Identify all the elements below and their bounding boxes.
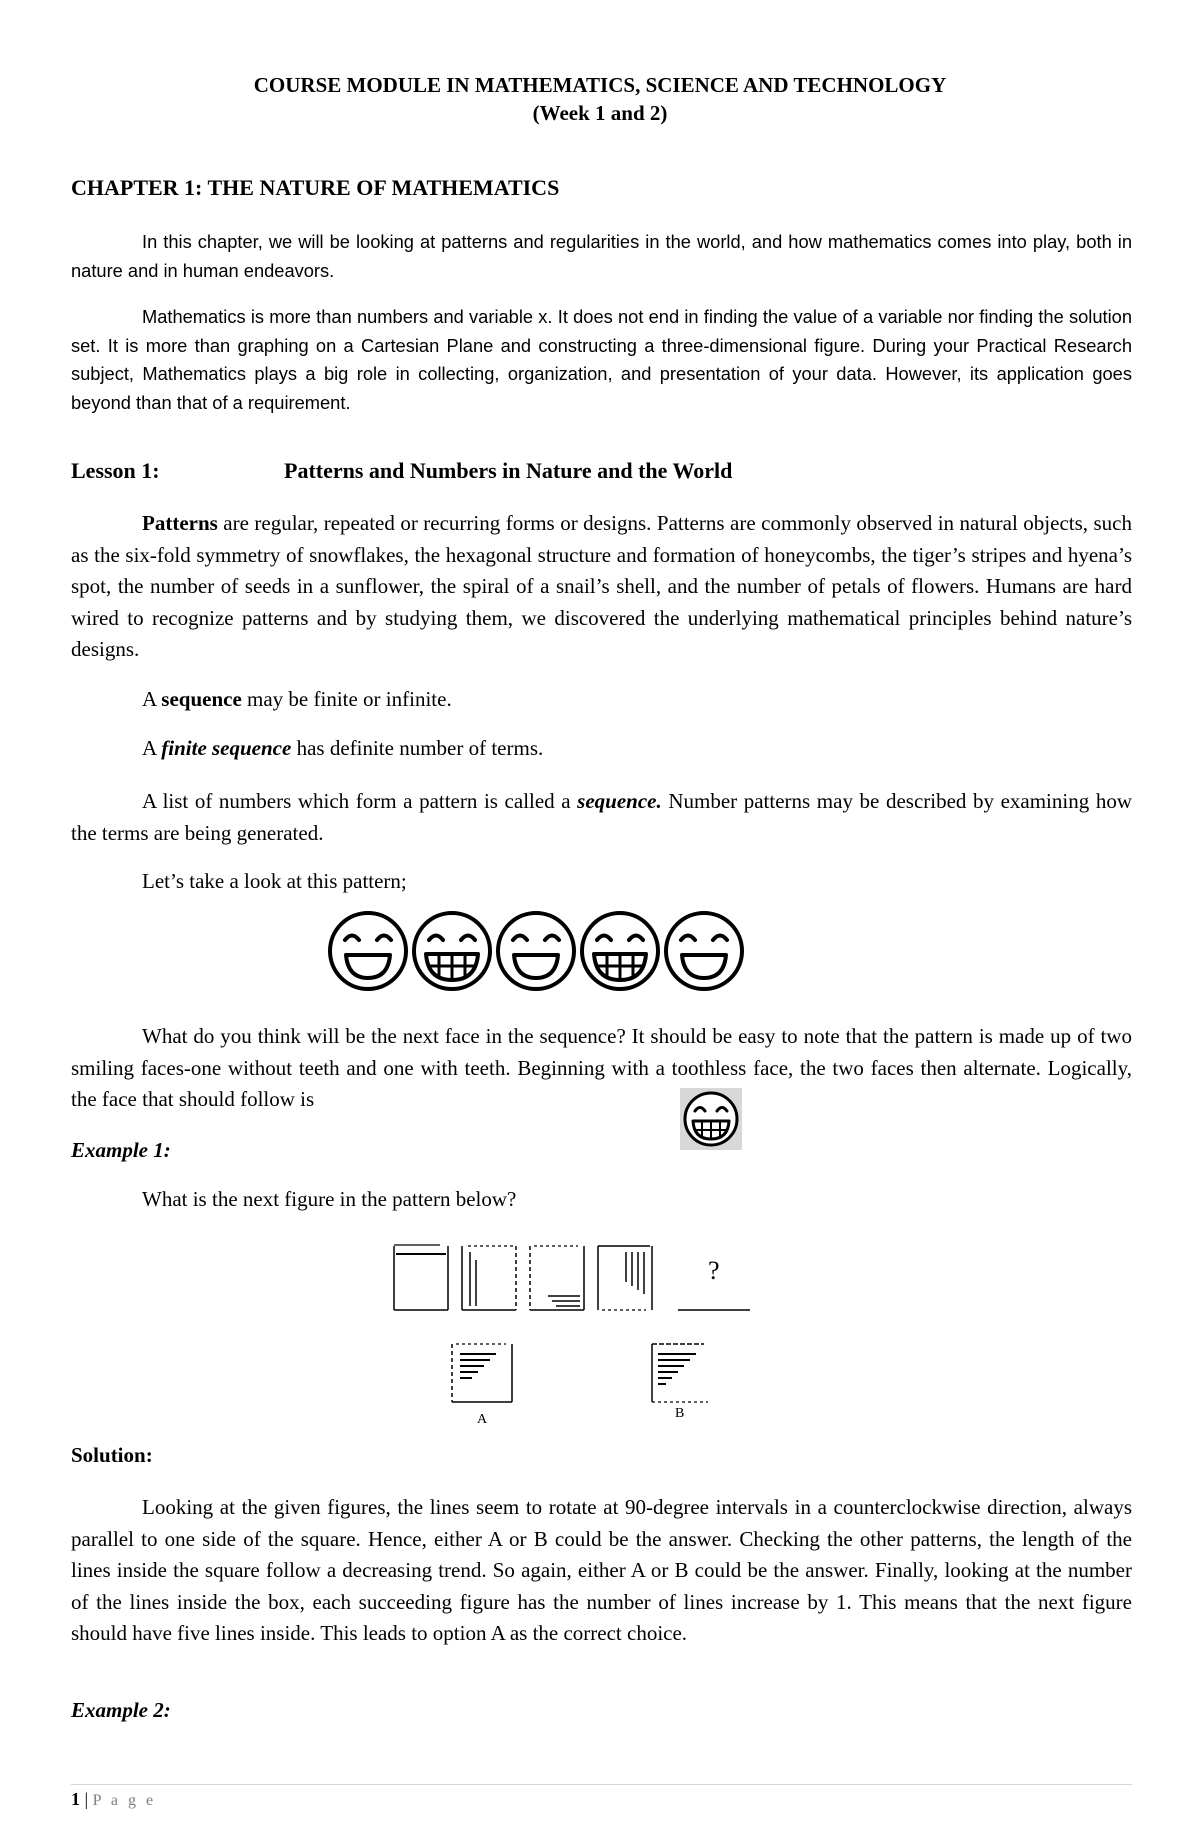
sequence-prefix: A	[142, 687, 162, 711]
pattern-square-1	[394, 1245, 448, 1310]
example-1-heading: Example 1:	[71, 1138, 171, 1162]
footer-divider	[71, 1784, 1132, 1785]
faces-pattern-figure	[328, 910, 746, 992]
solution-paragraph: Looking at the given figures, the lines seem to rotate at 90-degree intervals in a counterclockwise direction, always parallel to one side of the square. Hence, either A or B could be the answer. Checking the other patterns, the length of the lines inside the square follow a decreasing trend. So again, either A or B could be the answer. Finally, looking at the number of the lines inside the box, each succeeding figure has the number of lines increase by 1. This means that the next figure should have five lines inside. This leads to option A as the correct choice.	[71, 1495, 1132, 1645]
page-number: 1	[71, 1789, 80, 1809]
solution-heading: Solution:	[71, 1443, 153, 1467]
list-prefix: A list of numbers which form a pattern is called a	[142, 789, 578, 813]
list-suffix: Number patterns may be described by examining how the terms are being generated.	[71, 789, 1132, 845]
example-1-question: What is the next figure in the pattern below?	[142, 1187, 517, 1211]
module-title: COURSE MODULE IN MATHEMATICS, SCIENCE AND TECHNOLOGY	[253, 73, 947, 97]
option-a-figure	[448, 1340, 516, 1406]
footer-separator: |	[80, 1789, 93, 1809]
pattern-intro-line: Let’s take a look at this pattern;	[142, 869, 407, 893]
list-sequence-term: sequence.	[577, 789, 662, 813]
sequence-definition	[142, 687, 452, 712]
page-label: P a g e	[92, 1792, 157, 1809]
answer-face-figure	[680, 1088, 742, 1150]
module-subtitle: (Week 1 and 2)	[532, 101, 668, 125]
example-2-heading: Example 2:	[71, 1698, 171, 1722]
faces-question-paragraph: What do you think will be the next face in the sequence? It should be easy to note that the pattern is made up of two smiling faces-one without teeth and one with teeth. Beginning with a toothless face, the two faces then alternate. Logically, the face that should follow is	[71, 1024, 1132, 1111]
sequence-term: sequence	[161, 687, 242, 711]
square-pattern-figure	[388, 1240, 758, 1322]
finite-prefix: A	[142, 736, 162, 760]
lesson-label: Lesson 1:	[71, 458, 160, 483]
option-a-label: A	[477, 1412, 488, 1427]
lesson-title: Patterns and Numbers in Nature and the World	[284, 458, 733, 483]
chapter-heading: CHAPTER 1: THE NATURE OF MATHEMATICS	[71, 175, 560, 200]
toothless-smiley-icon	[666, 913, 742, 989]
toothy-smiley-icon	[582, 913, 658, 989]
sequence-suffix: may be finite or infinite.	[241, 687, 452, 711]
toothless-smiley-icon	[330, 913, 406, 989]
finite-suffix: has definite number of terms.	[291, 736, 544, 760]
patterns-body: are regular, repeated or recurring forms or designs. Patterns are commonly observed in natural objects, such as the six-fold symmetry of snowflakes, the hexagonal structure and formation of honeycombs, the tiger’s stripes and hyena’s spot, the number of seeds in a sunflower, the spiral of a snail’s shell, and the number of petals of flowers. Humans are hard wired to recognize patterns and by studying them, we discovered the underlying mathematical principles behind nature’s designs.	[71, 511, 1132, 661]
finite-sequence-definition	[142, 736, 543, 761]
page-footer	[71, 1789, 156, 1810]
option-b-label: B	[675, 1406, 685, 1421]
number-pattern-paragraph	[71, 786, 1132, 849]
chapter-description-paragraph: Mathematics is more than numbers and variable x. It does not end in finding the value of a variable nor finding the solution set. It is more than graphing on a Cartesian Plane and constructing a three-dimensional figure. During your Practical Research subject, Mathematics plays a big role in collecting, organization, and presentation of your data. However, its application goes beyond than that of a requirement.	[71, 306, 1132, 414]
pattern-square-3	[530, 1246, 584, 1310]
toothy-smiley-icon	[685, 1093, 737, 1145]
unknown-figure-mark: ?	[708, 1256, 720, 1285]
option-b-figure	[648, 1340, 716, 1406]
pattern-square-4	[598, 1246, 652, 1310]
toothless-smiley-icon	[498, 913, 574, 989]
toothy-smiley-icon	[414, 913, 490, 989]
patterns-term: Patterns	[142, 511, 218, 535]
pattern-square-2	[462, 1246, 516, 1310]
patterns-paragraph	[71, 508, 1132, 666]
finite-sequence-term: finite sequence	[161, 736, 292, 760]
chapter-intro-paragraph: In this chapter, we will be looking at patterns and regularities in the world, and how mathematics comes into play, both in nature and in human endeavors.	[71, 231, 1132, 281]
